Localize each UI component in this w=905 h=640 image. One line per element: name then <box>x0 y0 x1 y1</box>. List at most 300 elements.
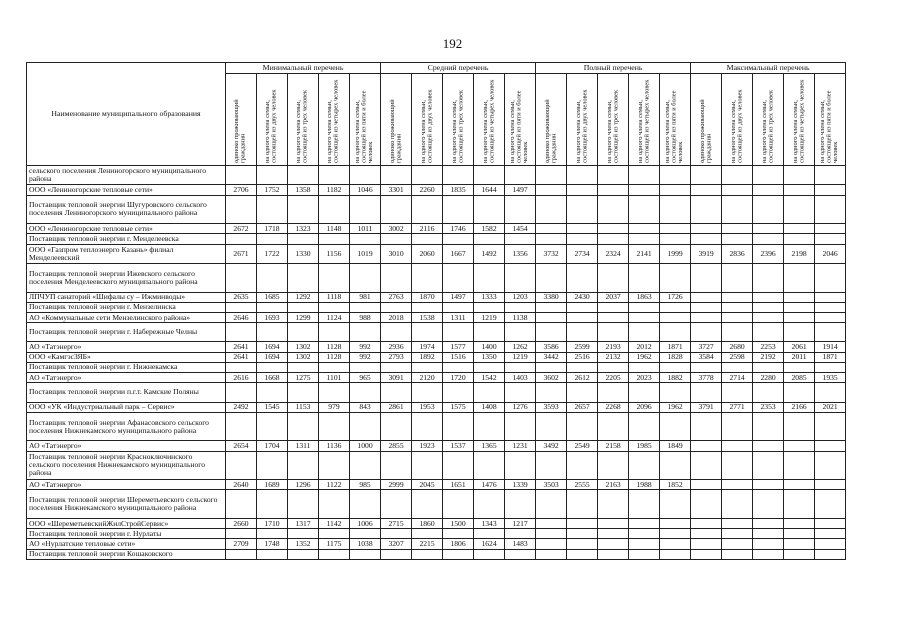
value-cell: 1914 <box>815 342 846 352</box>
section-row <box>27 549 846 559</box>
row-name: Поставщик тепловой энергии Афанасовского сельского поселения Нижнекамского муниципального района <box>27 412 226 441</box>
subcolumn-header <box>226 74 257 166</box>
value-cell <box>412 383 443 402</box>
value-cell <box>691 451 722 480</box>
value-cell: 1685 <box>257 292 288 302</box>
row-name: ООО «УК «Индустриальный парк – Сервис» <box>27 402 226 412</box>
value-cell: 1358 <box>288 185 319 195</box>
value-cell <box>660 263 691 292</box>
value-cell: 2193 <box>598 342 629 352</box>
value-cell: 1128 <box>319 352 350 362</box>
value-cell: 1726 <box>660 292 691 302</box>
subcolumn-header <box>443 74 474 166</box>
value-cell <box>815 451 846 480</box>
section-row <box>27 529 846 539</box>
value-cell <box>629 383 660 402</box>
value-cell <box>536 518 567 528</box>
value-cell: 3602 <box>536 373 567 383</box>
value-cell <box>784 166 815 185</box>
value-cell: 1101 <box>319 373 350 383</box>
value-cell: 2060 <box>412 244 443 263</box>
subcolumn-header-label: на одного члена семьи, состоящей из двух человек <box>574 89 589 164</box>
group-header-maximal: Максимальный перечень <box>691 63 846 74</box>
value-cell <box>319 263 350 292</box>
value-cell <box>288 490 319 519</box>
section-row <box>27 412 846 441</box>
value-cell <box>443 302 474 312</box>
value-cell: 2023 <box>629 373 660 383</box>
value-cell: 2268 <box>598 402 629 412</box>
value-cell: 965 <box>350 373 381 383</box>
value-cell <box>567 362 598 372</box>
value-cell: 2635 <box>226 292 257 302</box>
value-cell <box>784 383 815 402</box>
value-cell: 1046 <box>350 185 381 195</box>
value-cell: 1710 <box>257 518 288 528</box>
value-cell: 1118 <box>319 292 350 302</box>
value-cell: 2492 <box>226 402 257 412</box>
value-cell: 1644 <box>474 185 505 195</box>
supplier-row <box>27 539 846 549</box>
value-cell <box>815 185 846 195</box>
value-cell <box>536 490 567 519</box>
subcolumn-header <box>629 74 660 166</box>
value-cell <box>629 312 660 322</box>
subcolumn-header <box>660 74 691 166</box>
value-cell <box>412 529 443 539</box>
value-cell <box>815 302 846 312</box>
value-cell <box>598 185 629 195</box>
subcolumn-header <box>784 74 815 166</box>
value-cell: 1988 <box>629 480 660 490</box>
value-cell <box>536 529 567 539</box>
value-cell: 992 <box>350 352 381 362</box>
value-cell <box>660 518 691 528</box>
value-cell: 2018 <box>381 312 412 322</box>
value-cell: 2616 <box>226 373 257 383</box>
value-cell <box>660 362 691 372</box>
subcolumn-header-label: на одного члена семьи, состоящей из пяти и более человек <box>354 90 375 164</box>
value-cell <box>722 549 753 559</box>
value-cell <box>567 383 598 402</box>
table-body <box>27 166 846 560</box>
row-name: Поставщик тепловой энергии г. Нижнекамска <box>27 362 226 372</box>
value-cell <box>629 224 660 234</box>
value-cell: 1863 <box>629 292 660 302</box>
value-cell <box>815 195 846 224</box>
name-column-header: Наименование муниципального образования <box>27 63 226 166</box>
value-cell <box>443 412 474 441</box>
value-cell <box>226 490 257 519</box>
subcolumn-header <box>381 74 412 166</box>
value-cell <box>319 490 350 519</box>
value-cell: 3732 <box>536 244 567 263</box>
value-cell: 1323 <box>288 224 319 234</box>
value-cell <box>536 412 567 441</box>
value-cell <box>598 539 629 549</box>
value-cell <box>443 362 474 372</box>
value-cell: 1275 <box>288 373 319 383</box>
value-cell <box>505 195 536 224</box>
value-cell <box>350 195 381 224</box>
section-row <box>27 323 846 342</box>
value-cell <box>815 383 846 402</box>
value-cell <box>753 539 784 549</box>
value-cell <box>629 451 660 480</box>
value-cell: 1722 <box>257 244 288 263</box>
value-cell: 843 <box>350 402 381 412</box>
value-cell: 979 <box>319 402 350 412</box>
value-cell <box>691 195 722 224</box>
value-cell: 1365 <box>474 441 505 451</box>
value-cell <box>226 263 257 292</box>
value-cell <box>598 234 629 244</box>
value-cell: 1828 <box>660 352 691 362</box>
value-cell <box>226 549 257 559</box>
value-cell: 1962 <box>660 402 691 412</box>
subcolumn-header-label: на одного члена семьи, состоящей из трех человек <box>605 89 620 164</box>
value-cell <box>815 323 846 342</box>
value-cell <box>567 529 598 539</box>
value-cell <box>660 302 691 312</box>
value-cell <box>629 234 660 244</box>
value-cell <box>412 195 443 224</box>
value-cell: 1317 <box>288 518 319 528</box>
value-cell <box>257 302 288 312</box>
value-cell <box>815 412 846 441</box>
value-cell: 1748 <box>257 539 288 549</box>
value-cell <box>319 195 350 224</box>
value-cell <box>784 362 815 372</box>
row-name: ООО «КамгэсЗЯБ» <box>27 352 226 362</box>
value-cell: 1849 <box>660 441 691 451</box>
value-cell: 2158 <box>598 441 629 451</box>
supplier-row <box>27 224 846 234</box>
section-row <box>27 302 846 312</box>
value-cell: 1311 <box>443 312 474 322</box>
value-cell <box>474 362 505 372</box>
value-cell <box>815 263 846 292</box>
value-cell: 1182 <box>319 185 350 195</box>
value-cell: 2516 <box>567 352 598 362</box>
value-cell: 1806 <box>443 539 474 549</box>
value-cell <box>567 323 598 342</box>
value-cell: 1343 <box>474 518 505 528</box>
section-row <box>27 263 846 292</box>
value-cell <box>691 224 722 234</box>
value-cell <box>598 166 629 185</box>
value-cell: 2215 <box>412 539 443 549</box>
value-cell <box>629 362 660 372</box>
group-header-minimal: Минимальный перечень <box>226 63 381 74</box>
value-cell <box>319 412 350 441</box>
supplier-row <box>27 244 846 263</box>
value-cell <box>505 549 536 559</box>
value-cell <box>474 195 505 224</box>
value-cell <box>257 166 288 185</box>
value-cell <box>567 451 598 480</box>
value-cell <box>722 292 753 302</box>
value-cell <box>722 185 753 195</box>
value-cell: 1019 <box>350 244 381 263</box>
value-cell: 2198 <box>784 244 815 263</box>
value-cell <box>660 539 691 549</box>
value-cell <box>691 234 722 244</box>
value-cell <box>815 312 846 322</box>
value-cell <box>629 529 660 539</box>
value-cell <box>784 490 815 519</box>
value-cell <box>319 549 350 559</box>
value-cell <box>505 234 536 244</box>
value-cell <box>567 490 598 519</box>
value-cell <box>226 323 257 342</box>
value-cell <box>753 234 784 244</box>
value-cell <box>505 451 536 480</box>
value-cell <box>784 451 815 480</box>
value-cell <box>753 480 784 490</box>
value-cell: 2598 <box>722 352 753 362</box>
value-cell: 2046 <box>815 244 846 263</box>
value-cell <box>350 323 381 342</box>
value-cell: 1219 <box>474 312 505 322</box>
value-cell: 2714 <box>722 373 753 383</box>
value-cell: 1835 <box>443 185 474 195</box>
value-cell <box>815 292 846 302</box>
subcolumn-header <box>815 74 846 166</box>
value-cell <box>288 412 319 441</box>
value-cell: 2763 <box>381 292 412 302</box>
value-cell <box>226 529 257 539</box>
value-cell <box>412 490 443 519</box>
value-cell <box>412 323 443 342</box>
row-name: Поставщик тепловой энергии Шугуровского сельского поселения Лениногорского муниципального района <box>27 195 226 224</box>
value-cell <box>412 451 443 480</box>
value-cell <box>381 383 412 402</box>
supplier-row <box>27 373 846 383</box>
value-cell <box>784 292 815 302</box>
value-cell: 2096 <box>629 402 660 412</box>
value-cell: 1175 <box>319 539 350 549</box>
value-cell <box>505 323 536 342</box>
value-cell: 2011 <box>784 352 815 362</box>
value-cell <box>815 166 846 185</box>
value-cell <box>567 518 598 528</box>
subcolumn-header <box>319 74 350 166</box>
value-cell <box>257 490 288 519</box>
value-cell: 1746 <box>443 224 474 234</box>
value-cell <box>474 451 505 480</box>
subcolumn-header <box>753 74 784 166</box>
value-cell: 1651 <box>443 480 474 490</box>
value-cell: 1006 <box>350 518 381 528</box>
value-cell <box>443 234 474 244</box>
value-cell: 1136 <box>319 441 350 451</box>
value-cell <box>660 529 691 539</box>
subcolumn-header <box>536 74 567 166</box>
value-cell: 1038 <box>350 539 381 549</box>
value-cell <box>660 412 691 441</box>
value-cell <box>784 539 815 549</box>
value-cell <box>784 263 815 292</box>
value-cell: 1302 <box>288 352 319 362</box>
value-cell <box>443 323 474 342</box>
value-cell <box>691 539 722 549</box>
value-cell <box>226 166 257 185</box>
value-cell <box>443 490 474 519</box>
value-cell: 1299 <box>288 312 319 322</box>
supplier-row <box>27 352 846 362</box>
value-cell: 2999 <box>381 480 412 490</box>
value-cell <box>722 480 753 490</box>
value-cell <box>784 185 815 195</box>
value-cell <box>598 549 629 559</box>
value-cell: 1011 <box>350 224 381 234</box>
subcolumn-header-label: одиноко проживающий гражданин <box>233 99 247 164</box>
row-name: ООО «Лениногорские тепловые сети» <box>27 224 226 234</box>
value-cell <box>257 529 288 539</box>
value-cell: 2706 <box>226 185 257 195</box>
value-cell <box>536 224 567 234</box>
value-cell <box>753 292 784 302</box>
value-cell: 2641 <box>226 352 257 362</box>
row-name: Поставщик тепловой энергии г. Мензелинска <box>27 302 226 312</box>
value-cell <box>350 263 381 292</box>
subcolumn-header <box>350 74 381 166</box>
value-cell: 1985 <box>629 441 660 451</box>
value-cell: 3778 <box>691 373 722 383</box>
value-cell <box>474 412 505 441</box>
value-cell: 985 <box>350 480 381 490</box>
subcolumn-header <box>691 74 722 166</box>
row-name: АО «Татэнерго» <box>27 441 226 451</box>
value-cell <box>598 302 629 312</box>
value-cell: 2771 <box>722 402 753 412</box>
value-cell <box>319 362 350 372</box>
value-cell: 3442 <box>536 352 567 362</box>
value-cell: 1128 <box>319 342 350 352</box>
subcolumn-header <box>567 74 598 166</box>
value-cell <box>412 549 443 559</box>
value-cell <box>381 412 412 441</box>
value-cell <box>536 263 567 292</box>
value-cell <box>691 362 722 372</box>
value-cell: 1231 <box>505 441 536 451</box>
value-cell <box>598 323 629 342</box>
value-cell <box>753 451 784 480</box>
row-name: Поставщик тепловой энергии п.г.т. Камские Поляны <box>27 383 226 402</box>
row-name: Поставщик тепловой энергии г. Менделеевска <box>27 234 226 244</box>
value-cell <box>691 166 722 185</box>
value-cell <box>815 549 846 559</box>
value-cell <box>598 518 629 528</box>
value-cell <box>753 362 784 372</box>
value-cell <box>691 323 722 342</box>
value-cell <box>474 529 505 539</box>
value-cell <box>691 518 722 528</box>
value-cell: 1870 <box>412 292 443 302</box>
value-cell <box>784 195 815 224</box>
value-cell <box>257 362 288 372</box>
value-cell <box>288 549 319 559</box>
value-cell <box>753 323 784 342</box>
value-cell: 1142 <box>319 518 350 528</box>
value-cell <box>629 490 660 519</box>
value-cell <box>722 234 753 244</box>
value-cell: 1962 <box>629 352 660 362</box>
subcolumn-header <box>505 74 536 166</box>
value-cell: 2280 <box>753 373 784 383</box>
value-cell <box>691 441 722 451</box>
value-cell <box>629 518 660 528</box>
value-cell: 1852 <box>660 480 691 490</box>
value-cell <box>753 263 784 292</box>
value-cell <box>691 480 722 490</box>
value-cell: 2715 <box>381 518 412 528</box>
subcolumn-header-label: на одного члена семьи, состоящей из четырех человек <box>481 79 496 164</box>
value-cell <box>722 539 753 549</box>
value-cell <box>629 195 660 224</box>
value-cell <box>288 451 319 480</box>
value-cell <box>443 549 474 559</box>
value-cell <box>660 166 691 185</box>
value-cell <box>505 490 536 519</box>
value-cell <box>288 302 319 312</box>
section-row <box>27 383 846 402</box>
value-cell: 2549 <box>567 441 598 451</box>
value-cell <box>350 490 381 519</box>
value-cell <box>319 383 350 402</box>
subcolumn-header-label: на одного члена семьи, состоящей из двух человек <box>729 89 744 164</box>
value-cell <box>753 195 784 224</box>
value-cell <box>722 166 753 185</box>
supplier-row <box>27 480 846 490</box>
value-cell <box>226 302 257 312</box>
value-cell <box>226 383 257 402</box>
value-cell: 1860 <box>412 518 443 528</box>
value-cell: 1694 <box>257 352 288 362</box>
value-cell: 1693 <box>257 312 288 322</box>
value-cell <box>381 451 412 480</box>
value-cell <box>784 234 815 244</box>
value-cell <box>350 451 381 480</box>
value-cell: 2836 <box>722 244 753 263</box>
subcolumn-header-label: на одного члена семьи, состоящей из пяти и более человек <box>819 90 840 164</box>
value-cell <box>536 451 567 480</box>
value-cell <box>660 224 691 234</box>
value-cell <box>629 302 660 312</box>
value-cell: 1999 <box>660 244 691 263</box>
value-cell <box>722 383 753 402</box>
value-cell <box>660 490 691 519</box>
value-cell <box>691 529 722 539</box>
value-cell: 1219 <box>505 352 536 362</box>
value-cell <box>226 362 257 372</box>
section-row <box>27 490 846 519</box>
subcolumn-header <box>257 74 288 166</box>
value-cell: 1582 <box>474 224 505 234</box>
supplier-row <box>27 312 846 322</box>
supplier-row <box>27 292 846 302</box>
value-cell: 2734 <box>567 244 598 263</box>
value-cell: 1892 <box>412 352 443 362</box>
value-cell <box>567 412 598 441</box>
value-cell <box>505 412 536 441</box>
row-name: Поставщик тепловой энергии Кошаковского <box>27 549 226 559</box>
value-cell: 1292 <box>288 292 319 302</box>
subcolumn-header-label: на одного члена семьи, состоящей из трех человек <box>450 89 465 164</box>
value-cell: 992 <box>350 342 381 352</box>
value-cell: 2205 <box>598 373 629 383</box>
